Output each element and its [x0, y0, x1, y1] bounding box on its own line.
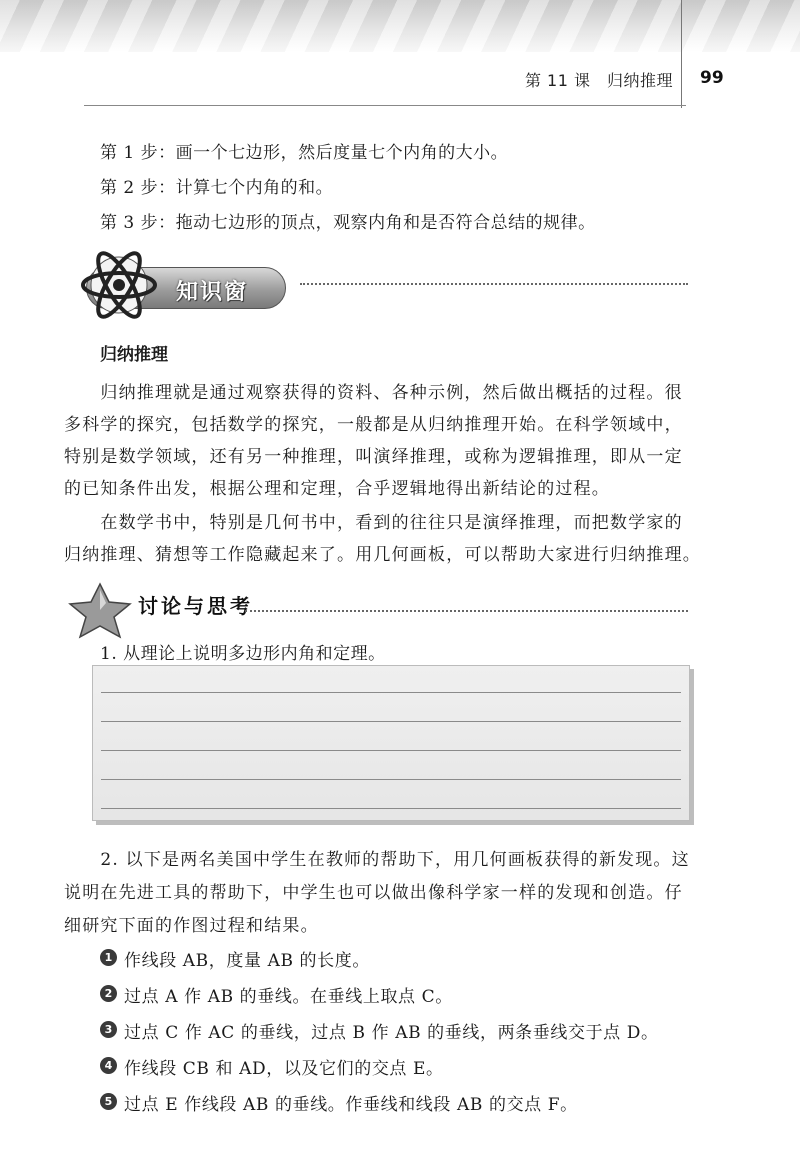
item-number-badge: 1 [100, 949, 117, 966]
banner-dotted-rule [300, 283, 688, 285]
paragraph-line: 归纳推理、猜想等工作隐藏起来了。用几何画板，可以帮助大家进行归纳推理。 [64, 545, 701, 565]
item-text: 过点 E 作线段 AB 的垂线。作垂线和线段 AB 的交点 F。 [124, 1095, 578, 1115]
discussion-banner [60, 580, 260, 640]
discussion-label: 讨论与思考 [138, 594, 253, 618]
paragraph-line: 归纳推理就是通过观察获得的资料、各种示例，然后做出概括的过程。很 [64, 383, 683, 403]
item-text: 作线段 CB 和 AD，以及它们的交点 E。 [124, 1059, 444, 1079]
item-number-badge: 4 [100, 1057, 117, 1074]
item-number-badge: 5 [100, 1093, 117, 1110]
header-vertical-rule [681, 0, 682, 108]
discussion-dotted-rule [245, 610, 688, 612]
question-2-line: 细研究下面的作图过程和结果。 [64, 916, 319, 936]
star-icon [60, 580, 140, 640]
item-number-badge: 2 [100, 985, 117, 1002]
section-heading: 归纳推理 [100, 345, 168, 365]
paragraph-line: 特别是数学领域，还有另一种推理，叫演绎推理，或称为逻辑推理，即从一定 [64, 447, 683, 467]
knowledge-window-banner [64, 245, 304, 325]
header-rule [84, 105, 686, 106]
answer-line [101, 692, 681, 693]
answer-line [101, 750, 681, 751]
answer-line [101, 721, 681, 722]
answer-line [101, 779, 681, 780]
question-2-line: 说明在先进工具的帮助下，中学生也可以做出像科学家一样的发现和创造。仔 [64, 883, 683, 903]
paragraph-line: 多科学的探究，包括数学的探究，一般都是从归纳推理开始。在科学领域中， [64, 415, 683, 435]
item-text: 作线段 AB，度量 AB 的长度。 [124, 951, 370, 971]
running-head: 第 11 课 归纳推理 [524, 71, 673, 90]
header-decoration [0, 0, 800, 52]
step-1: 第 1 步：画一个七边形，然后度量七个内角的大小。 [100, 143, 509, 163]
answer-line [101, 808, 681, 809]
step-3: 第 3 步：拖动七边形的顶点，观察内角和是否符合总结的规律。 [100, 213, 596, 233]
paragraph-line: 的已知条件出发，根据公理和定理，合乎逻辑地得出新结论的过程。 [64, 479, 610, 499]
paragraph-line: 在数学书中，特别是几何书中，看到的往往只是演绎推理，而把数学家的 [64, 513, 683, 533]
answer-box[interactable] [92, 665, 690, 821]
knowledge-window-label: 知识窗 [176, 280, 249, 305]
item-text: 过点 A 作 AB 的垂线。在垂线上取点 C。 [124, 987, 453, 1007]
item-number-badge: 3 [100, 1021, 117, 1038]
step-2: 第 2 步：计算七个内角的和。 [100, 178, 334, 198]
question-1: 1. 从理论上说明多边形内角和定理。 [100, 644, 386, 664]
page-number: 99 [700, 68, 724, 88]
item-text: 过点 C 作 AC 的垂线，过点 B 作 AB 的垂线，两条垂线交于点 D。 [124, 1023, 659, 1043]
question-2-line: 2. 以下是两名美国中学生在教师的帮助下，用几何画板获得的新发现。这 [64, 850, 690, 870]
atom-icon [76, 245, 162, 325]
